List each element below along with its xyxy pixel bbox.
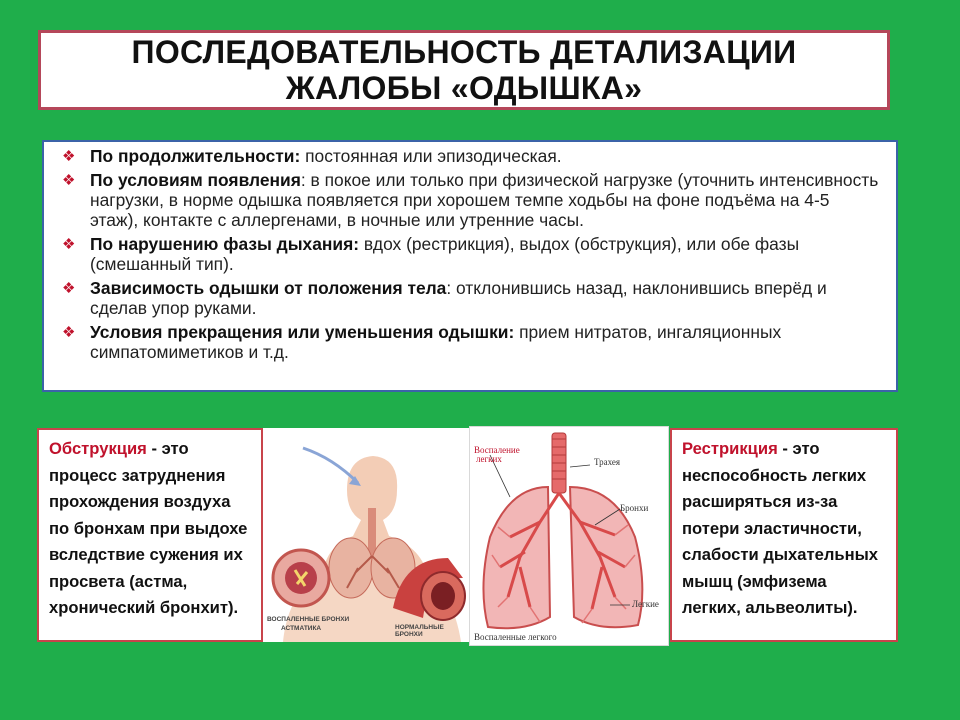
title-line-2: ЖАЛОБЫ «ОДЫШКА» — [285, 70, 643, 106]
diamond-bullet-icon: ❖ — [62, 324, 76, 341]
bronchi-illustration-svg — [263, 428, 470, 642]
list-item — [60, 234, 882, 274]
obstruction-term: Обструкция — [49, 439, 147, 458]
label-inflamed-bronchi: ВОСПАЛЕННЫЕ БРОНХИ — [267, 616, 350, 623]
restriction-text: - это неспособность легких расширяться из-за потери эластичности, слабости дыхательных мышц (эмфизема легких, альвеолиты). — [682, 439, 879, 617]
restriction-definition — [670, 428, 898, 642]
list-item — [60, 322, 882, 362]
list-item — [60, 170, 882, 230]
title-line-1: ПОСЛЕДОВАТЕЛЬНОСТЬ ДЕТАЛИЗАЦИИ — [131, 34, 797, 70]
label-inflamed-1: Воспаление — [474, 445, 520, 455]
bullet-text: прием нитратов, ингаляционных симпатомиметиков и т.д. — [90, 322, 782, 362]
label-lungs: Легкие — [632, 599, 659, 609]
bullet-heading: По условиям появления — [90, 170, 301, 190]
list-item — [60, 278, 882, 318]
label-trachea: Трахея — [594, 457, 621, 467]
bullet-text: : в покое или только при физической нагрузке (уточнить интенсивность нагрузки, в норме одышка появляется при хорошем темпе ходьбы на фоне подъёма на 4-5 этаж), контакте с аллергенами, в ночные или утренние часы. — [90, 170, 879, 230]
bullet-text: вдох (рестрикция), выдох (обструкция), или обе фазы (смешанный тип). — [90, 234, 800, 274]
title-box — [38, 30, 890, 110]
diamond-bullet-icon: ❖ — [62, 148, 76, 165]
label-asthmatic: АСТМАТИКА — [281, 625, 322, 632]
bullet-text: постоянная или эпизодическая. — [300, 146, 562, 166]
lungs-illustration — [469, 426, 669, 646]
label-bronchi: Бронхи — [620, 503, 649, 513]
label-bottom: Воспаленные легкого — [474, 632, 557, 642]
diamond-bullet-icon: ❖ — [62, 236, 76, 253]
bullet-heading: По продолжительности: — [90, 146, 301, 166]
diamond-bullet-icon: ❖ — [62, 280, 76, 297]
restriction-term: Рестрикция — [682, 439, 778, 458]
bullet-list — [42, 140, 898, 392]
obstruction-definition — [37, 428, 263, 642]
bullet-heading: Зависимость одышки от положения тела — [90, 278, 447, 298]
list-item — [60, 146, 882, 166]
diamond-bullet-icon: ❖ — [62, 172, 76, 189]
label-normal-bronchi: НОРМАЛЬНЫЕ БРОНХИ — [395, 624, 444, 638]
bullet-heading: По нарушению фазы дыхания: — [90, 234, 360, 254]
bronchi-illustration — [263, 428, 470, 642]
bullet-text: : отклонившись назад, наклонившись вперёд и сделав упор руками. — [90, 278, 827, 318]
obstruction-text: - это процесс затруднения прохождения воздуха по бронхам при выдохе вследствие сужения их просвета (астма, хронический бронхит). — [49, 439, 248, 617]
label-inflamed-2: легких — [476, 454, 502, 464]
bullet-heading: Условия прекращения или уменьшения одышки: — [90, 322, 515, 342]
